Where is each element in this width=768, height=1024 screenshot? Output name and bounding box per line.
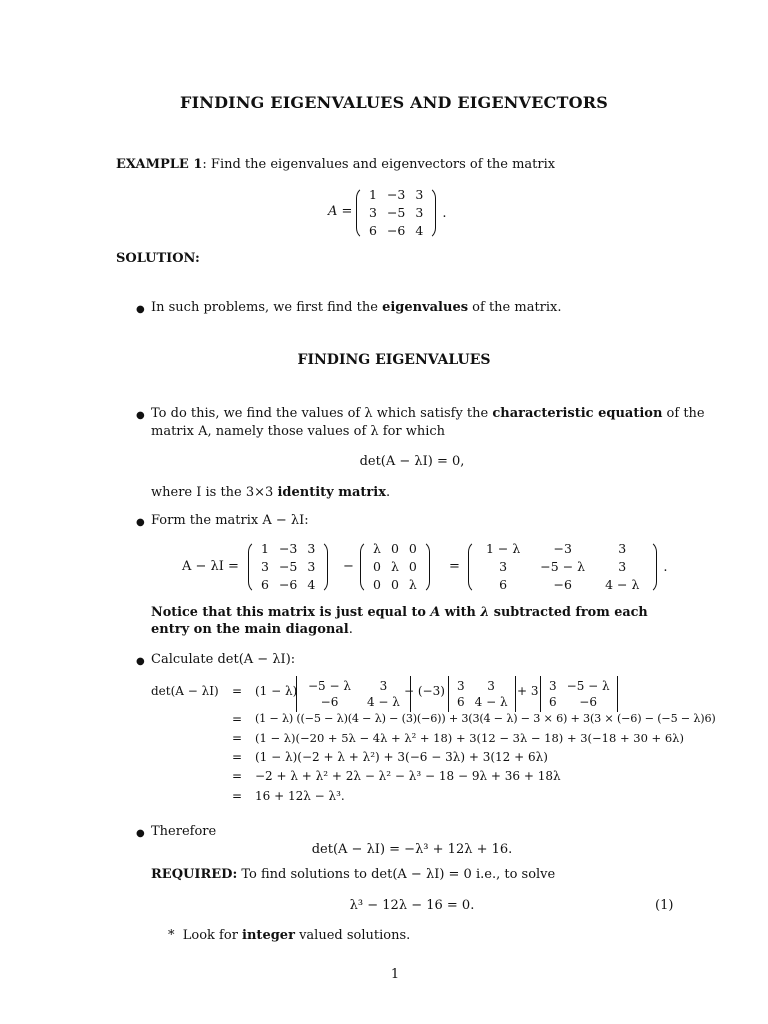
term2-coef: − (−3) [404, 684, 445, 698]
bullet2-bold: characteristic equation [492, 406, 663, 421]
det-eq: = [232, 789, 243, 803]
note-bold: integer [242, 928, 295, 943]
det-eq: = [232, 684, 243, 698]
bullet1-post: of the matrix. [468, 300, 562, 315]
det-eq: = [232, 750, 243, 764]
det-cell: −6 [579, 695, 597, 709]
det-cell: 4 − λ [366, 695, 400, 709]
matrix-a-period: . [442, 205, 447, 221]
required-line [151, 867, 555, 883]
det-d3-table [544, 678, 615, 710]
det-eq: = [232, 769, 243, 783]
matrix-cell: λ [408, 577, 417, 592]
det-line: (1 − λ)(−20 + 5λ − 4λ + λ² + 18) + 3(12 − 3λ − 18) + 3(−18 + 30 + 6λ) [255, 731, 684, 745]
left-paren [464, 540, 476, 594]
note-line [168, 928, 410, 944]
where-post: . [385, 485, 391, 500]
matrix-m3-table [476, 540, 649, 594]
matrix-cell: −3 [386, 187, 406, 202]
example-text: : Find the eigenvalues and eigenvectors of the matrix [202, 157, 556, 172]
right-paren [649, 540, 661, 594]
det-lhs: det(A − λI) [151, 684, 219, 698]
matrix-cell: 1 [369, 187, 377, 202]
matrix-cell: −5 − λ [540, 559, 586, 574]
matrix-cell: 3 [415, 187, 424, 202]
matrix-cell: 3 [618, 559, 627, 574]
bullet1-text [151, 300, 562, 316]
det-cell: 3 [379, 679, 388, 693]
note-pre: Look for [182, 928, 243, 943]
term1-coef: (1 − λ) [255, 684, 298, 698]
note-star: * [168, 928, 175, 943]
det-cell: 3 [549, 679, 557, 693]
m3-period: . [663, 559, 668, 575]
matrix-m3 [464, 540, 668, 594]
therefore-equation: det(A − λI) = −λ³ + 12λ + 16. [311, 842, 513, 857]
matrix-cell: 0 [408, 559, 417, 574]
det-d1 [294, 676, 414, 712]
matrix-cell: 0 [390, 577, 399, 592]
det-line: −2 + λ + λ² + 2λ − λ² − λ³ − 18 − 9λ + 36 + 18λ [255, 769, 561, 783]
det-cell: −6 [320, 695, 339, 709]
bullet-icon: ● [136, 828, 145, 839]
matrix-cell: 0 [373, 559, 381, 574]
det-bar [294, 676, 300, 712]
det-bar [538, 676, 544, 712]
notice-mid: with [440, 605, 481, 620]
right-paren [428, 186, 440, 240]
det-cell: 6 [549, 695, 557, 709]
minus-sign: − [343, 559, 354, 574]
bullet1-bold: eigenvalues [382, 300, 469, 315]
notice-line2 [151, 622, 353, 638]
bullet2-where [151, 485, 390, 501]
det-d2-table [452, 678, 513, 710]
matrix-cell: −5 [278, 559, 298, 574]
matrix-cell: 3 [369, 205, 377, 220]
a-minus-li-lhs: A − λI = [182, 559, 239, 574]
right-paren [320, 540, 332, 594]
matrix-a [352, 186, 446, 240]
matrix-cell: 6 [369, 223, 377, 238]
bullet-icon: ● [136, 410, 145, 421]
bullet2-line2: matrix A, namely those values of λ for which [151, 424, 446, 439]
matrix-cell: −6 [553, 577, 572, 592]
matrix-cell: −3 [278, 541, 298, 556]
matrix-cell: 3 [499, 559, 508, 574]
notice-a: A [430, 605, 441, 620]
where-bold: identity matrix [277, 485, 386, 500]
bullet2-pre: To do this, we find the values of λ which satisfy the [151, 406, 493, 421]
term3-coef: + 3 [517, 684, 539, 698]
left-paren [356, 540, 368, 594]
matrix-cell: 4 [307, 577, 316, 592]
det-line: (1 − λ) ((−5 − λ)(4 − λ) − (3)(−6)) + 3(3(4 − λ) − 3 × 6) + 3(3 × (−6) − (−5 − λ)6) [255, 712, 716, 725]
matrix-cell: 1 [261, 541, 269, 556]
det-cell: 3 [487, 679, 495, 693]
solution-label: SOLUTION: [116, 251, 200, 266]
det-cell: 4 − λ [474, 695, 508, 709]
matrix-cell: −6 [386, 223, 406, 238]
det-bar [446, 676, 452, 712]
left-paren [244, 540, 256, 594]
det-line: (1 − λ)(−2 + λ + λ²) + 3(−6 − 3λ) + 3(12 + 6λ) [255, 750, 548, 764]
det-eq: = [232, 712, 243, 726]
matrix-m2-table [368, 540, 422, 594]
cubic-equation: λ³ − 12λ − 16 = 0. [349, 898, 475, 913]
section-heading: FINDING EIGENVALUES [297, 352, 491, 368]
notice-post: subtracted from each [489, 605, 648, 620]
bullet4-text: Calculate det(A − λI): [151, 652, 296, 667]
det-cell: 3 [457, 679, 465, 693]
det-d3 [538, 676, 621, 712]
notice-end: . [348, 622, 353, 637]
left-paren [352, 186, 364, 240]
matrix-cell: 3 [618, 541, 627, 556]
matrix-cell: 3 [307, 541, 316, 556]
det-eq: = [232, 731, 243, 745]
matrix-cell: −5 [386, 205, 406, 220]
note-post: valued solutions. [294, 928, 411, 943]
matrix-cell: 3 [415, 205, 424, 220]
matrix-cell: 3 [261, 559, 269, 574]
matrix-cell: −3 [553, 541, 572, 556]
bullet2-line1 [151, 406, 705, 422]
matrix-a-table [364, 186, 428, 240]
matrix-cell: 4 [415, 223, 424, 238]
matrix-cell: 4 − λ [605, 577, 640, 592]
matrix-cell: 0 [408, 541, 417, 556]
det-bar [615, 676, 621, 712]
matrix-m1-table [256, 540, 320, 594]
where-pre: where I is the 3×3 [151, 485, 278, 500]
det-cell: −5 − λ [308, 679, 351, 693]
matrix-m1 [244, 540, 332, 594]
char-equation: det(A − λI) = 0, [359, 454, 465, 469]
document-title: FINDING EIGENVALUES AND EIGENVECTORS [180, 93, 608, 112]
example-intro [116, 157, 555, 173]
example-label: EXAMPLE 1 [116, 157, 203, 172]
equals-sign: = [449, 559, 460, 574]
notice-line1 [151, 605, 648, 621]
notice-line2-bold: entry on the main diagonal [151, 622, 349, 637]
bullet5-text: Therefore [151, 824, 217, 839]
det-cell: −5 − λ [566, 679, 610, 693]
right-paren [422, 540, 434, 594]
required-text: To find solutions to det(A − λI) = 0 i.e., to solve [237, 867, 556, 882]
matrix-cell: λ [373, 541, 381, 556]
bullet-icon: ● [136, 517, 145, 528]
matrix-cell: 1 − λ [486, 541, 521, 556]
matrix-cell: 6 [261, 577, 269, 592]
matrix-cell: λ [390, 559, 399, 574]
bullet-icon: ● [136, 656, 145, 667]
matrix-cell: −6 [278, 577, 298, 592]
det-d2 [446, 676, 519, 712]
matrix-cell: 0 [373, 577, 381, 592]
det-line: 16 + 12λ − λ³. [255, 789, 345, 803]
notice-pre: Notice that this matrix is just equal to [151, 605, 431, 620]
det-cell: 6 [457, 695, 465, 709]
matrix-a-lhs: A = [328, 204, 353, 219]
bullet-icon: ● [136, 304, 145, 315]
matrix-m2 [356, 540, 434, 594]
matrix-cell: 0 [390, 541, 399, 556]
page-number: 1 [390, 967, 400, 982]
required-label: REQUIRED: [151, 867, 238, 882]
bullet3-text: Form the matrix A − λI: [151, 513, 309, 528]
matrix-cell: 3 [307, 559, 316, 574]
notice-lambda: λ [480, 605, 490, 620]
det-d1-table [300, 678, 408, 710]
bullet2-post: of the [662, 406, 705, 421]
equation-number: (1) [655, 898, 674, 913]
bullet1-pre: In such problems, we first find the [151, 300, 383, 315]
matrix-cell: 6 [499, 577, 508, 592]
